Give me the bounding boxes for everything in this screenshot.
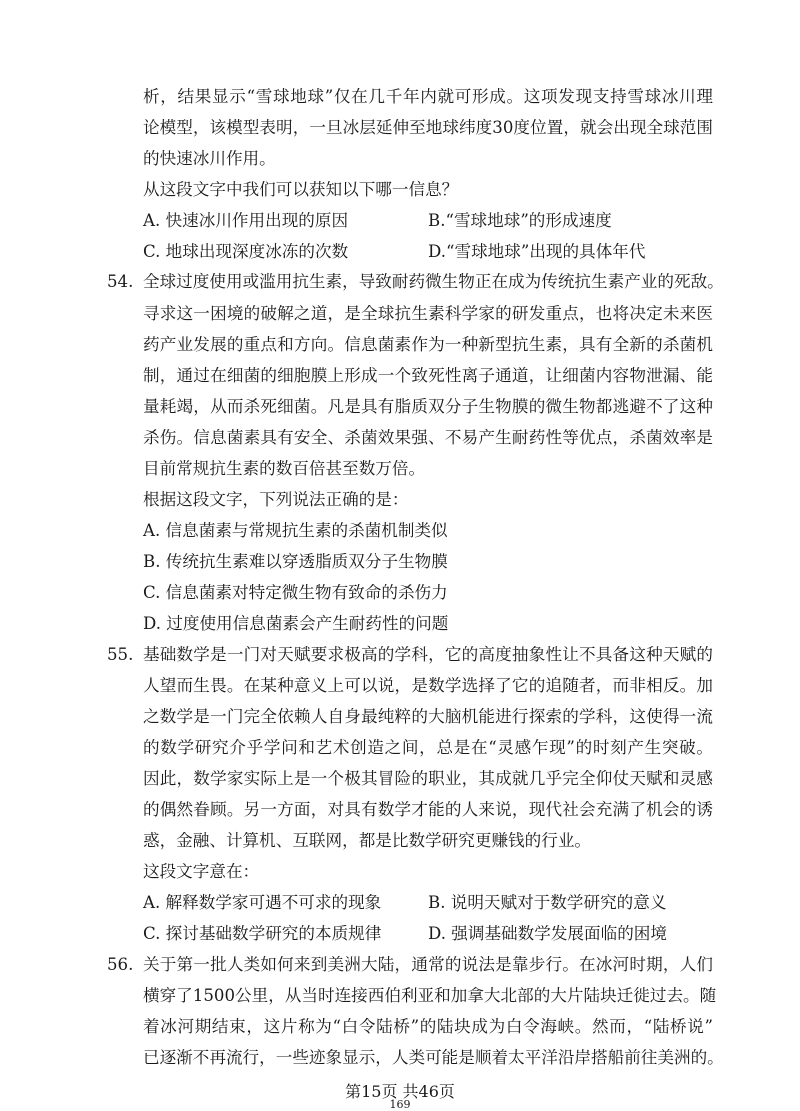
q56-line-1: 关于第一批人类如何来到美洲大陆，通常的说法是靠步行。在冰河时期，人们	[143, 955, 713, 974]
q54-option-c[interactable]: C. 信息菌素对特定微生物有致命的杀伤力	[143, 583, 448, 602]
page-indicator: 第15页 共46页	[345, 1082, 455, 1101]
q54-option-a[interactable]: A. 信息菌素与常规抗生素的杀菌机制类似	[143, 521, 448, 540]
q55-line-7: 惑，金融、计算机、互联网，都是比数学研究更赚钱的行业。	[143, 831, 592, 850]
q55-option-a[interactable]: A. 解释数学家可遇不可求的现象	[143, 893, 382, 912]
q55-option-d[interactable]: D. 强调基础数学发展面临的困境	[428, 924, 667, 943]
intro-line-2: 论模型，该模型表明，一旦冰层延伸至地球纬度30度位置，就会出现全球范围	[143, 118, 713, 137]
q55-line-4: 的数学研究介乎学问和艺术创造之间，总是在“灵感乍现”的时刻产生突破。	[143, 738, 713, 757]
q54-line-3: 药产业发展的重点和方向。信息菌素作为一种新型抗生素，具有全新的杀菌机	[143, 335, 713, 354]
q54-option-b[interactable]: B. 传统抗生素难以穿透脂质双分子生物膜	[143, 552, 448, 571]
q54-line-6: 杀伤。信息菌素具有安全、杀菌效果强、不易产生耐药性等优点，杀菌效率是	[143, 428, 713, 447]
q54-line-1: 全球过度使用或滥用抗生素，导致耐药微生物正在成为传统抗生素产业的死敌。	[143, 272, 724, 291]
q54-question-stem: 根据这段文字，下列说法正确的是：	[143, 490, 409, 509]
intro-line-3: 的快速冰川作用。	[143, 149, 276, 168]
q56-line-3: 着冰河期结束，这片称为“白令陆桥”的陆块成为白令海峡。然而，“陆桥说”	[143, 1017, 713, 1036]
intro-option-d[interactable]: D.“雪球地球”出现的具体年代	[428, 242, 646, 261]
q54-line-4: 制，通过在细菌的细胞膜上形成一个致死性离子通道，让细菌内容物泄漏、能	[143, 366, 713, 385]
intro-option-c[interactable]: C. 地球出现深度冰冻的次数	[143, 242, 349, 261]
q54-line-2: 寻求这一困境的破解之道，是全球抗生素科学家的研发重点，也将决定未来医	[143, 304, 713, 323]
q54-option-d[interactable]: D. 过度使用信息菌素会产生耐药性的问题	[143, 614, 449, 633]
q55-line-3: 之数学是一门完全依赖人自身最纯粹的大脑机能进行探索的学科，这使得一流	[143, 707, 713, 726]
question-number-55: 55.	[107, 645, 134, 664]
question-number-54: 54.	[107, 272, 134, 291]
q54-line-7: 目前常规抗生素的数百倍甚至数万倍。	[143, 459, 426, 478]
q55-line-6: 的偶然眷顾。另一方面，对具有数学才能的人来说，现代社会充满了机会的诱	[143, 800, 713, 819]
q55-option-c[interactable]: C. 探讨基础数学研究的本质规律	[143, 924, 382, 943]
intro-line-1: 析，结果显示“雪球地球”仅在几千年内就可形成。这项发现支持雪球冰川理	[143, 87, 713, 106]
q55-question-stem: 这段文字意在：	[143, 862, 260, 881]
intro-option-b[interactable]: B.“雪球地球”的形成速度	[428, 211, 612, 230]
q54-line-5: 量耗竭，从而杀死细菌。凡是具有脂质双分子生物膜的微生物都逃避不了这种	[143, 397, 713, 416]
q55-line-5: 因此，数学家实际上是一个极其冒险的职业，其成就几乎完全仰仗天赋和灵感	[143, 769, 713, 788]
q55-line-1: 基础数学是一门对天赋要求极高的学科，它的高度抽象性让不具备这种天赋的	[143, 645, 713, 664]
q55-option-b[interactable]: B. 说明天赋对于数学研究的意义	[428, 893, 667, 912]
q56-line-2: 横穿了1500公里，从当时连接西伯利亚和加拿大北部的大片陆块迁徙过去。随	[143, 986, 717, 1005]
intro-question-stem: 从这段文字中我们可以获知以下哪一信息？	[143, 180, 459, 199]
intro-option-a[interactable]: A. 快速冰川作用出现的原因	[143, 211, 349, 230]
printed-page-number: 169	[389, 1098, 411, 1111]
q56-line-4: 已逐渐不再流行，一些迹象显示，人类可能是顺着太平洋沿岸搭船前往美洲的。	[143, 1048, 724, 1067]
question-number-56: 56.	[107, 955, 134, 974]
q55-line-2: 人望而生畏。在某种意义上可以说，是数学选择了它的追随者，而非相反。加	[143, 676, 713, 695]
